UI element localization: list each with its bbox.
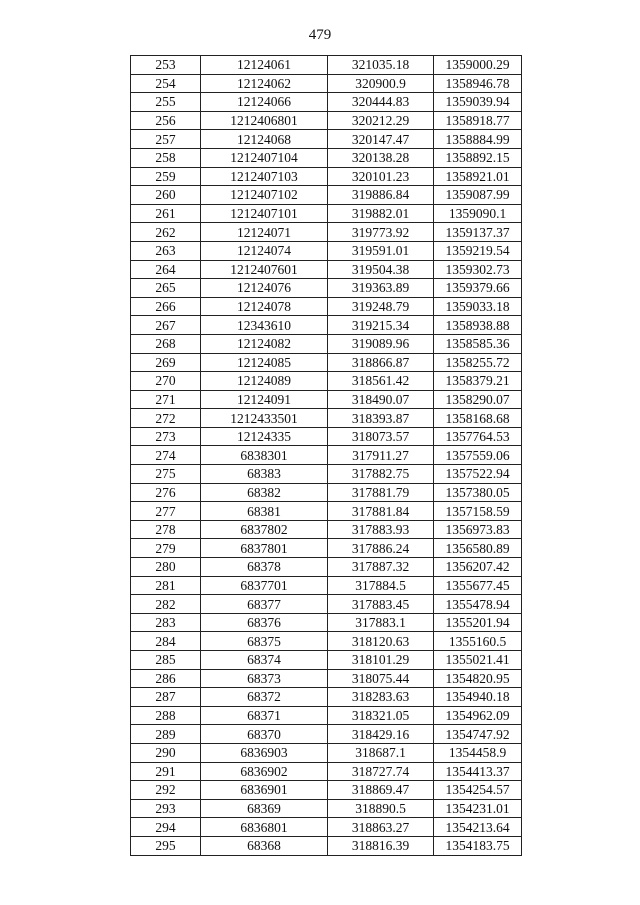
table-row [131,260,522,279]
point-id-cell: 1212407101 [201,204,328,223]
y-coordinate-cell: 1357380.05 [434,483,522,502]
row-index-cell: 253 [131,56,201,75]
point-id-cell: 68373 [201,669,328,688]
row-index-cell: 260 [131,186,201,205]
y-coordinate-cell: 1355677.45 [434,576,522,595]
row-index-cell: 255 [131,93,201,112]
table-row [131,334,522,353]
row-index-cell: 272 [131,409,201,428]
point-id-cell: 1212407104 [201,148,328,167]
table-row [131,353,522,372]
table-row [131,781,522,800]
y-coordinate-cell: 1354183.75 [434,836,522,855]
x-coordinate-cell: 317881.84 [328,502,434,521]
point-id-cell: 12124061 [201,56,328,75]
x-coordinate-cell: 318687.1 [328,743,434,762]
point-id-cell: 68381 [201,502,328,521]
point-id-cell: 68371 [201,706,328,725]
row-index-cell: 278 [131,520,201,539]
table-row [131,390,522,409]
row-index-cell: 295 [131,836,201,855]
point-id-cell: 68383 [201,465,328,484]
table-row [131,93,522,112]
coordinate-table [130,55,522,856]
table-row [131,316,522,335]
row-index-cell: 285 [131,651,201,670]
x-coordinate-cell: 320444.83 [328,93,434,112]
x-coordinate-cell: 319882.01 [328,204,434,223]
x-coordinate-cell: 318869.47 [328,781,434,800]
point-id-cell: 1212407102 [201,186,328,205]
point-id-cell: 68372 [201,688,328,707]
x-coordinate-cell: 317887.32 [328,558,434,577]
row-index-cell: 270 [131,372,201,391]
page-number: 479 [308,27,332,43]
table-row [131,483,522,502]
row-index-cell: 267 [131,316,201,335]
row-index-cell: 294 [131,818,201,837]
x-coordinate-cell: 319089.96 [328,334,434,353]
table-row [131,148,522,167]
table-row [131,427,522,446]
y-coordinate-cell: 1358379.21 [434,372,522,391]
x-coordinate-cell: 321035.18 [328,56,434,75]
table-row [131,520,522,539]
x-coordinate-cell: 319363.89 [328,279,434,298]
x-coordinate-cell: 320147.47 [328,130,434,149]
y-coordinate-cell: 1354231.01 [434,799,522,818]
row-index-cell: 262 [131,223,201,242]
y-coordinate-cell: 1354962.09 [434,706,522,725]
y-coordinate-cell: 1359039.94 [434,93,522,112]
y-coordinate-cell: 1355478.94 [434,595,522,614]
point-id-cell: 68370 [201,725,328,744]
x-coordinate-cell: 317884.5 [328,576,434,595]
x-coordinate-cell: 318393.87 [328,409,434,428]
row-index-cell: 257 [131,130,201,149]
x-coordinate-cell: 318120.63 [328,632,434,651]
table-row [131,651,522,670]
y-coordinate-cell: 1358290.07 [434,390,522,409]
row-index-cell: 288 [131,706,201,725]
row-index-cell: 273 [131,427,201,446]
x-coordinate-cell: 318429.16 [328,725,434,744]
table-row [131,279,522,298]
x-coordinate-cell: 318866.87 [328,353,434,372]
point-id-cell: 12124085 [201,353,328,372]
table-row [131,204,522,223]
point-id-cell: 1212433501 [201,409,328,428]
row-index-cell: 293 [131,799,201,818]
table-row [131,56,522,75]
row-index-cell: 264 [131,260,201,279]
row-index-cell: 274 [131,446,201,465]
point-id-cell: 68376 [201,613,328,632]
point-id-cell: 12124071 [201,223,328,242]
x-coordinate-cell: 320900.9 [328,74,434,93]
table-row [131,595,522,614]
row-index-cell: 261 [131,204,201,223]
x-coordinate-cell: 319591.01 [328,241,434,260]
y-coordinate-cell: 1359302.73 [434,260,522,279]
point-id-cell: 12124078 [201,297,328,316]
point-id-cell: 12124062 [201,74,328,93]
x-coordinate-cell: 318075.44 [328,669,434,688]
row-index-cell: 271 [131,390,201,409]
table-row [131,632,522,651]
table-row [131,706,522,725]
table-row [131,539,522,558]
table-row [131,688,522,707]
table-row [131,297,522,316]
row-index-cell: 287 [131,688,201,707]
point-id-cell: 68378 [201,558,328,577]
point-id-cell: 68368 [201,836,328,855]
point-id-cell: 12343610 [201,316,328,335]
x-coordinate-cell: 319773.92 [328,223,434,242]
x-coordinate-cell: 318890.5 [328,799,434,818]
point-id-cell: 6836801 [201,818,328,837]
row-index-cell: 269 [131,353,201,372]
x-coordinate-cell: 318727.74 [328,762,434,781]
x-coordinate-cell: 317882.75 [328,465,434,484]
x-coordinate-cell: 317883.45 [328,595,434,614]
x-coordinate-cell: 319215.34 [328,316,434,335]
point-id-cell: 6837701 [201,576,328,595]
table-row [131,762,522,781]
table-row [131,241,522,260]
table-row [131,111,522,130]
x-coordinate-cell: 317886.24 [328,539,434,558]
x-coordinate-cell: 320101.23 [328,167,434,186]
table-row [131,223,522,242]
y-coordinate-cell: 1355160.5 [434,632,522,651]
x-coordinate-cell: 318490.07 [328,390,434,409]
y-coordinate-cell: 1358946.78 [434,74,522,93]
row-index-cell: 266 [131,297,201,316]
row-index-cell: 282 [131,595,201,614]
x-coordinate-cell: 317883.93 [328,520,434,539]
point-id-cell: 12124076 [201,279,328,298]
y-coordinate-cell: 1357158.59 [434,502,522,521]
point-id-cell: 68377 [201,595,328,614]
y-coordinate-cell: 1354940.18 [434,688,522,707]
row-index-cell: 292 [131,781,201,800]
y-coordinate-cell: 1354458.9 [434,743,522,762]
point-id-cell: 12124335 [201,427,328,446]
point-id-cell: 12124066 [201,93,328,112]
point-id-cell: 1212407103 [201,167,328,186]
table-row [131,74,522,93]
y-coordinate-cell: 1358884.99 [434,130,522,149]
y-coordinate-cell: 1356580.89 [434,539,522,558]
point-id-cell: 12124082 [201,334,328,353]
row-index-cell: 259 [131,167,201,186]
row-index-cell: 265 [131,279,201,298]
table-row [131,130,522,149]
row-index-cell: 254 [131,74,201,93]
table-row [131,409,522,428]
point-id-cell: 68375 [201,632,328,651]
y-coordinate-cell: 1354413.37 [434,762,522,781]
table-row [131,725,522,744]
table-row [131,446,522,465]
x-coordinate-cell: 318863.27 [328,818,434,837]
point-id-cell: 1212406801 [201,111,328,130]
row-index-cell: 289 [131,725,201,744]
x-coordinate-cell: 319504.38 [328,260,434,279]
x-coordinate-cell: 317911.27 [328,446,434,465]
x-coordinate-cell: 319248.79 [328,297,434,316]
x-coordinate-cell: 317883.1 [328,613,434,632]
y-coordinate-cell: 1359137.37 [434,223,522,242]
point-id-cell: 68369 [201,799,328,818]
point-id-cell: 6837802 [201,520,328,539]
table-row [131,836,522,855]
row-index-cell: 263 [131,241,201,260]
y-coordinate-cell: 1358918.77 [434,111,522,130]
y-coordinate-cell: 1354820.95 [434,669,522,688]
table-row [131,558,522,577]
row-index-cell: 280 [131,558,201,577]
table-row [131,502,522,521]
y-coordinate-cell: 1357764.53 [434,427,522,446]
x-coordinate-cell: 318816.39 [328,836,434,855]
x-coordinate-cell: 320138.28 [328,148,434,167]
row-index-cell: 284 [131,632,201,651]
x-coordinate-cell: 318561.42 [328,372,434,391]
y-coordinate-cell: 1354213.64 [434,818,522,837]
y-coordinate-cell: 1359087.99 [434,186,522,205]
y-coordinate-cell: 1358255.72 [434,353,522,372]
table-row [131,186,522,205]
point-id-cell: 6836901 [201,781,328,800]
table-row [131,465,522,484]
y-coordinate-cell: 1357522.94 [434,465,522,484]
point-id-cell: 12124091 [201,390,328,409]
point-id-cell: 6836903 [201,743,328,762]
table-row [131,743,522,762]
row-index-cell: 258 [131,148,201,167]
y-coordinate-cell: 1358921.01 [434,167,522,186]
y-coordinate-cell: 1355021.41 [434,651,522,670]
x-coordinate-cell: 318073.57 [328,427,434,446]
y-coordinate-cell: 1354254.57 [434,781,522,800]
point-id-cell: 12124068 [201,130,328,149]
point-id-cell: 6837801 [201,539,328,558]
y-coordinate-cell: 1359000.29 [434,56,522,75]
table-row [131,799,522,818]
row-index-cell: 268 [131,334,201,353]
row-index-cell: 290 [131,743,201,762]
point-id-cell: 12124089 [201,372,328,391]
point-id-cell: 12124074 [201,241,328,260]
point-id-cell: 6836902 [201,762,328,781]
y-coordinate-cell: 1359379.66 [434,279,522,298]
y-coordinate-cell: 1357559.06 [434,446,522,465]
row-index-cell: 281 [131,576,201,595]
x-coordinate-cell: 317881.79 [328,483,434,502]
table-row [131,372,522,391]
row-index-cell: 291 [131,762,201,781]
y-coordinate-cell: 1356207.42 [434,558,522,577]
table-row [131,167,522,186]
y-coordinate-cell: 1358938.88 [434,316,522,335]
table-row [131,669,522,688]
row-index-cell: 256 [131,111,201,130]
x-coordinate-cell: 320212.29 [328,111,434,130]
y-coordinate-cell: 1354747.92 [434,725,522,744]
row-index-cell: 286 [131,669,201,688]
x-coordinate-cell: 318283.63 [328,688,434,707]
y-coordinate-cell: 1358168.68 [434,409,522,428]
x-coordinate-cell: 319886.84 [328,186,434,205]
table-row [131,818,522,837]
table-row [131,576,522,595]
y-coordinate-cell: 1358585.36 [434,334,522,353]
y-coordinate-cell: 1359219.54 [434,241,522,260]
point-id-cell: 6838301 [201,446,328,465]
point-id-cell: 1212407601 [201,260,328,279]
table-row [131,613,522,632]
table-body [131,56,522,856]
y-coordinate-cell: 1359033.18 [434,297,522,316]
y-coordinate-cell: 1355201.94 [434,613,522,632]
x-coordinate-cell: 318321.05 [328,706,434,725]
point-id-cell: 68374 [201,651,328,670]
y-coordinate-cell: 1358892.15 [434,148,522,167]
y-coordinate-cell: 1359090.1 [434,204,522,223]
row-index-cell: 283 [131,613,201,632]
row-index-cell: 275 [131,465,201,484]
point-id-cell: 68382 [201,483,328,502]
row-index-cell: 277 [131,502,201,521]
y-coordinate-cell: 1356973.83 [434,520,522,539]
row-index-cell: 279 [131,539,201,558]
row-index-cell: 276 [131,483,201,502]
x-coordinate-cell: 318101.29 [328,651,434,670]
